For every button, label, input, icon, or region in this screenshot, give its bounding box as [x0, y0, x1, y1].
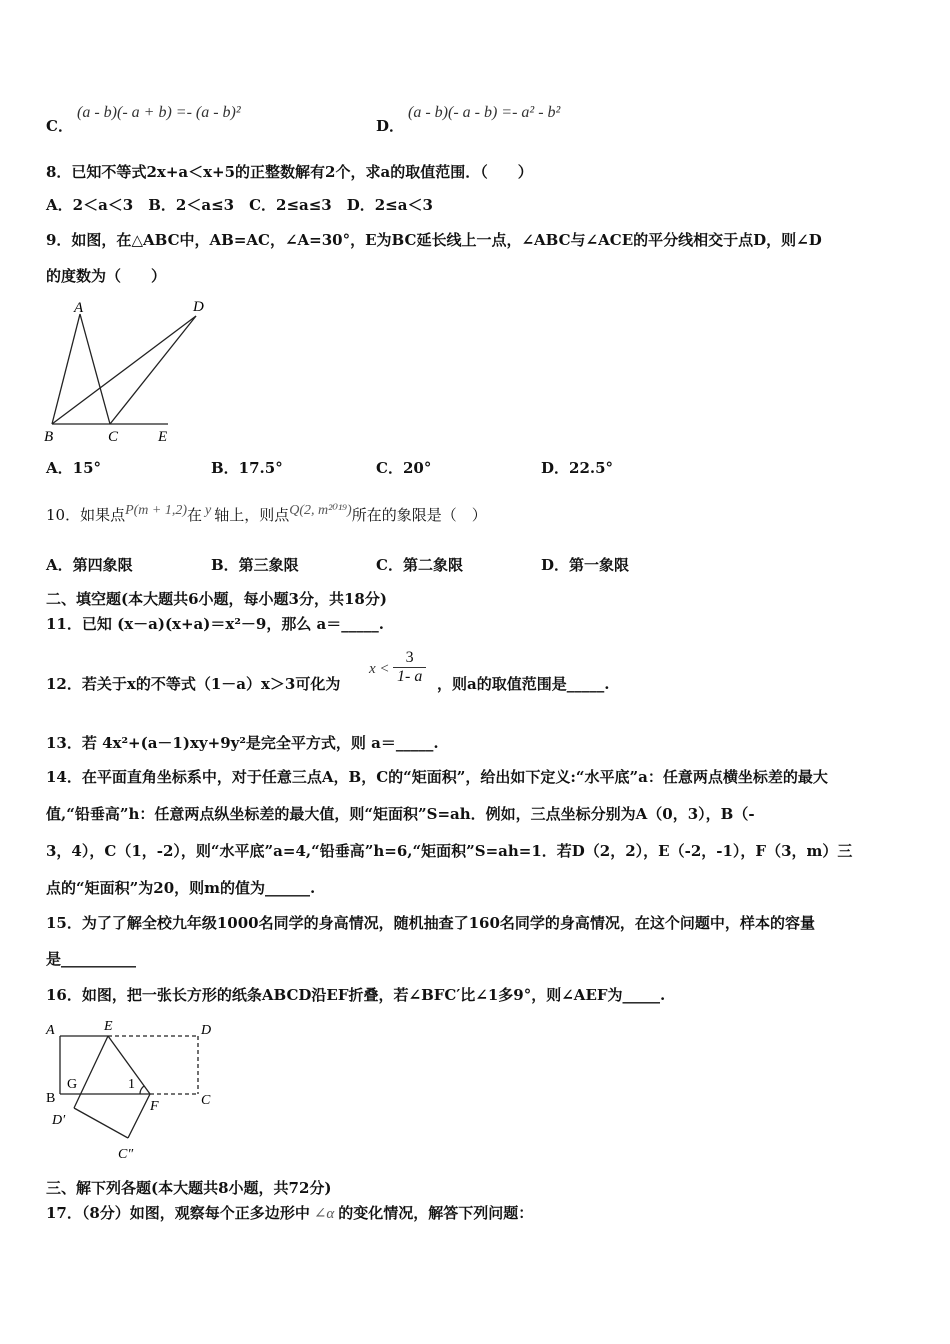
- q16-edge-cprime-f: [128, 1094, 150, 1138]
- q12-prefix: 12．若关于x的不等式（1－a）x＞3可化为: [46, 675, 341, 693]
- q16-folded-strip-figure: [40, 1016, 230, 1166]
- q14-line1: 14．在平面直角坐标系中，对于任意三点A，B，C的“矩面积”，给出如下定义:“水平底”a：任意两点横坐标差的最大: [46, 768, 828, 786]
- q16-label-a: A: [46, 1023, 55, 1038]
- q9-option-a: A．15°: [46, 459, 102, 477]
- q10-option-c: C．第二象限: [376, 556, 463, 574]
- q8-options: A．2＜a＜3 B．2＜a≤3 C．2≤a≤3 D．2≤a＜3: [46, 196, 433, 214]
- q9-segment-cd: [110, 316, 196, 424]
- q10-suffix: 所在的象限是（ ）: [351, 506, 487, 524]
- q16-label-b: B: [46, 1091, 56, 1106]
- q16-label-d: D: [201, 1023, 212, 1038]
- q10-option-d: D．第一象限: [541, 556, 630, 574]
- q16-label-c-prime: C″: [118, 1147, 134, 1162]
- q16-label-angle-1: 1: [128, 1077, 135, 1092]
- q16-edge-dprime-cprime: [74, 1108, 128, 1138]
- q10-mid1: 在: [187, 506, 203, 524]
- q8-stem: 8．已知不等式2x+a＜x+5的正整数解有2个，求a的取值范围．（ ）: [46, 163, 533, 181]
- q9-label-e: E: [158, 429, 168, 445]
- q17-suffix: 的变化情况，解答下列问题：: [338, 1204, 534, 1222]
- q9-triangle-figure: [40, 292, 230, 448]
- q16-label-e: E: [104, 1019, 113, 1034]
- q9-segment-ab: [52, 314, 80, 424]
- q10-option-a: A．第四象限: [46, 556, 133, 574]
- q10-axis-y: y: [205, 503, 212, 518]
- q16-label-f: F: [150, 1099, 159, 1114]
- q9-label-c: C: [108, 429, 119, 445]
- q7-option-d-label: D．: [376, 117, 405, 135]
- q14-line2: 值,“铅垂高”h：任意两点纵坐标差的最大值，则“矩面积”S=ah．例如，三点坐标分别为A（0，3），B（-: [46, 805, 755, 823]
- q10-stem: [46, 503, 487, 526]
- q12-numerator: 3: [393, 649, 426, 668]
- q16-edge-ed-prime: [74, 1036, 108, 1108]
- q12-suffix: ，则a的取值范围是_____.: [437, 675, 610, 693]
- q7-option-c-expression: (a - b)(- a + b) =- (a - b)²: [77, 104, 241, 121]
- q16-angle-1-arc: [140, 1086, 144, 1094]
- q14-line3: 3，4），C（1，-2），则“水平底”a=4,“铅垂高”h=6,“矩面积”S=ah=1．若D（2，2），E（-2，-1），F（3，m）三: [46, 842, 853, 860]
- q9-label-d: D: [193, 299, 204, 315]
- q9-stem-line2: 的度数为（ ）: [46, 267, 167, 285]
- q12-fraction: [393, 649, 426, 686]
- q10-option-b: B．第三象限: [211, 556, 299, 574]
- q7-option-d-expression: (a - b)(- a - b) =- a² - b²: [408, 104, 561, 121]
- q16-label-c: C: [201, 1093, 211, 1108]
- q16-label-d-prime: D′: [52, 1113, 66, 1128]
- q17-prefix: 17．（8分）如图，观察每个正多边形中: [46, 1204, 310, 1222]
- q9-segment-ac: [80, 314, 110, 424]
- q7-option-c-label: C．: [46, 117, 73, 135]
- q17-stem: [46, 1204, 533, 1223]
- q10-prefix: 10．如果点: [46, 506, 126, 524]
- q10-mid2: 轴上，则点: [214, 506, 290, 524]
- q12-fraction-box: [393, 649, 426, 686]
- q13-text: 13．若 4x²+(a－1)xy+9y²是完全平方式，则 a＝_____.: [46, 734, 439, 752]
- q9-segment-bd: [52, 316, 196, 424]
- q12-lhs: x <: [369, 661, 390, 677]
- q14-line4: 点的“矩面积”为20，则m的值为______.: [46, 879, 316, 897]
- q10-point-p: P(m + 1,2): [125, 503, 188, 518]
- q9-option-d: D．22.5°: [541, 459, 614, 477]
- section2-title: 二、填空题(本大题共6小题，每小题3分，共18分): [46, 590, 387, 608]
- q9-label-a: A: [74, 300, 84, 316]
- q17-angle-alpha: ∠α: [313, 1206, 335, 1222]
- q15-line2: 是__________: [46, 950, 137, 968]
- q16-label-g: G: [67, 1077, 78, 1092]
- q9-label-b: B: [44, 429, 54, 445]
- q12-denominator: 1- a: [397, 668, 423, 685]
- section3-title: 三、解下列各题(本大题共8小题，共72分): [46, 1179, 332, 1197]
- q11-text: 11．已知 (x－a)(x+a)＝x²－9，那么 a＝_____.: [46, 615, 384, 633]
- q16-stem: 16．如图，把一张长方形的纸条ABCD沿EF折叠，若∠BFC′比∠1多9°，则∠AEF为_____.: [46, 986, 666, 1004]
- q9-stem-line1: 9．如图，在△ABC中，AB=AC，∠A=30°，E为BC延长线上一点，∠ABC与∠ACE的平分线相交于点D，则∠D: [46, 231, 822, 249]
- q9-option-b: B．17.5°: [211, 459, 283, 477]
- q9-option-c: C．20°: [376, 459, 432, 477]
- q15-line1: 15．为了了解全校九年级1000名同学的身高情况，随机抽查了160名同学的身高情况，在这个问题中，样本的容量: [46, 914, 815, 932]
- q10-point-q: Q(2, m²⁰¹⁹): [289, 503, 352, 518]
